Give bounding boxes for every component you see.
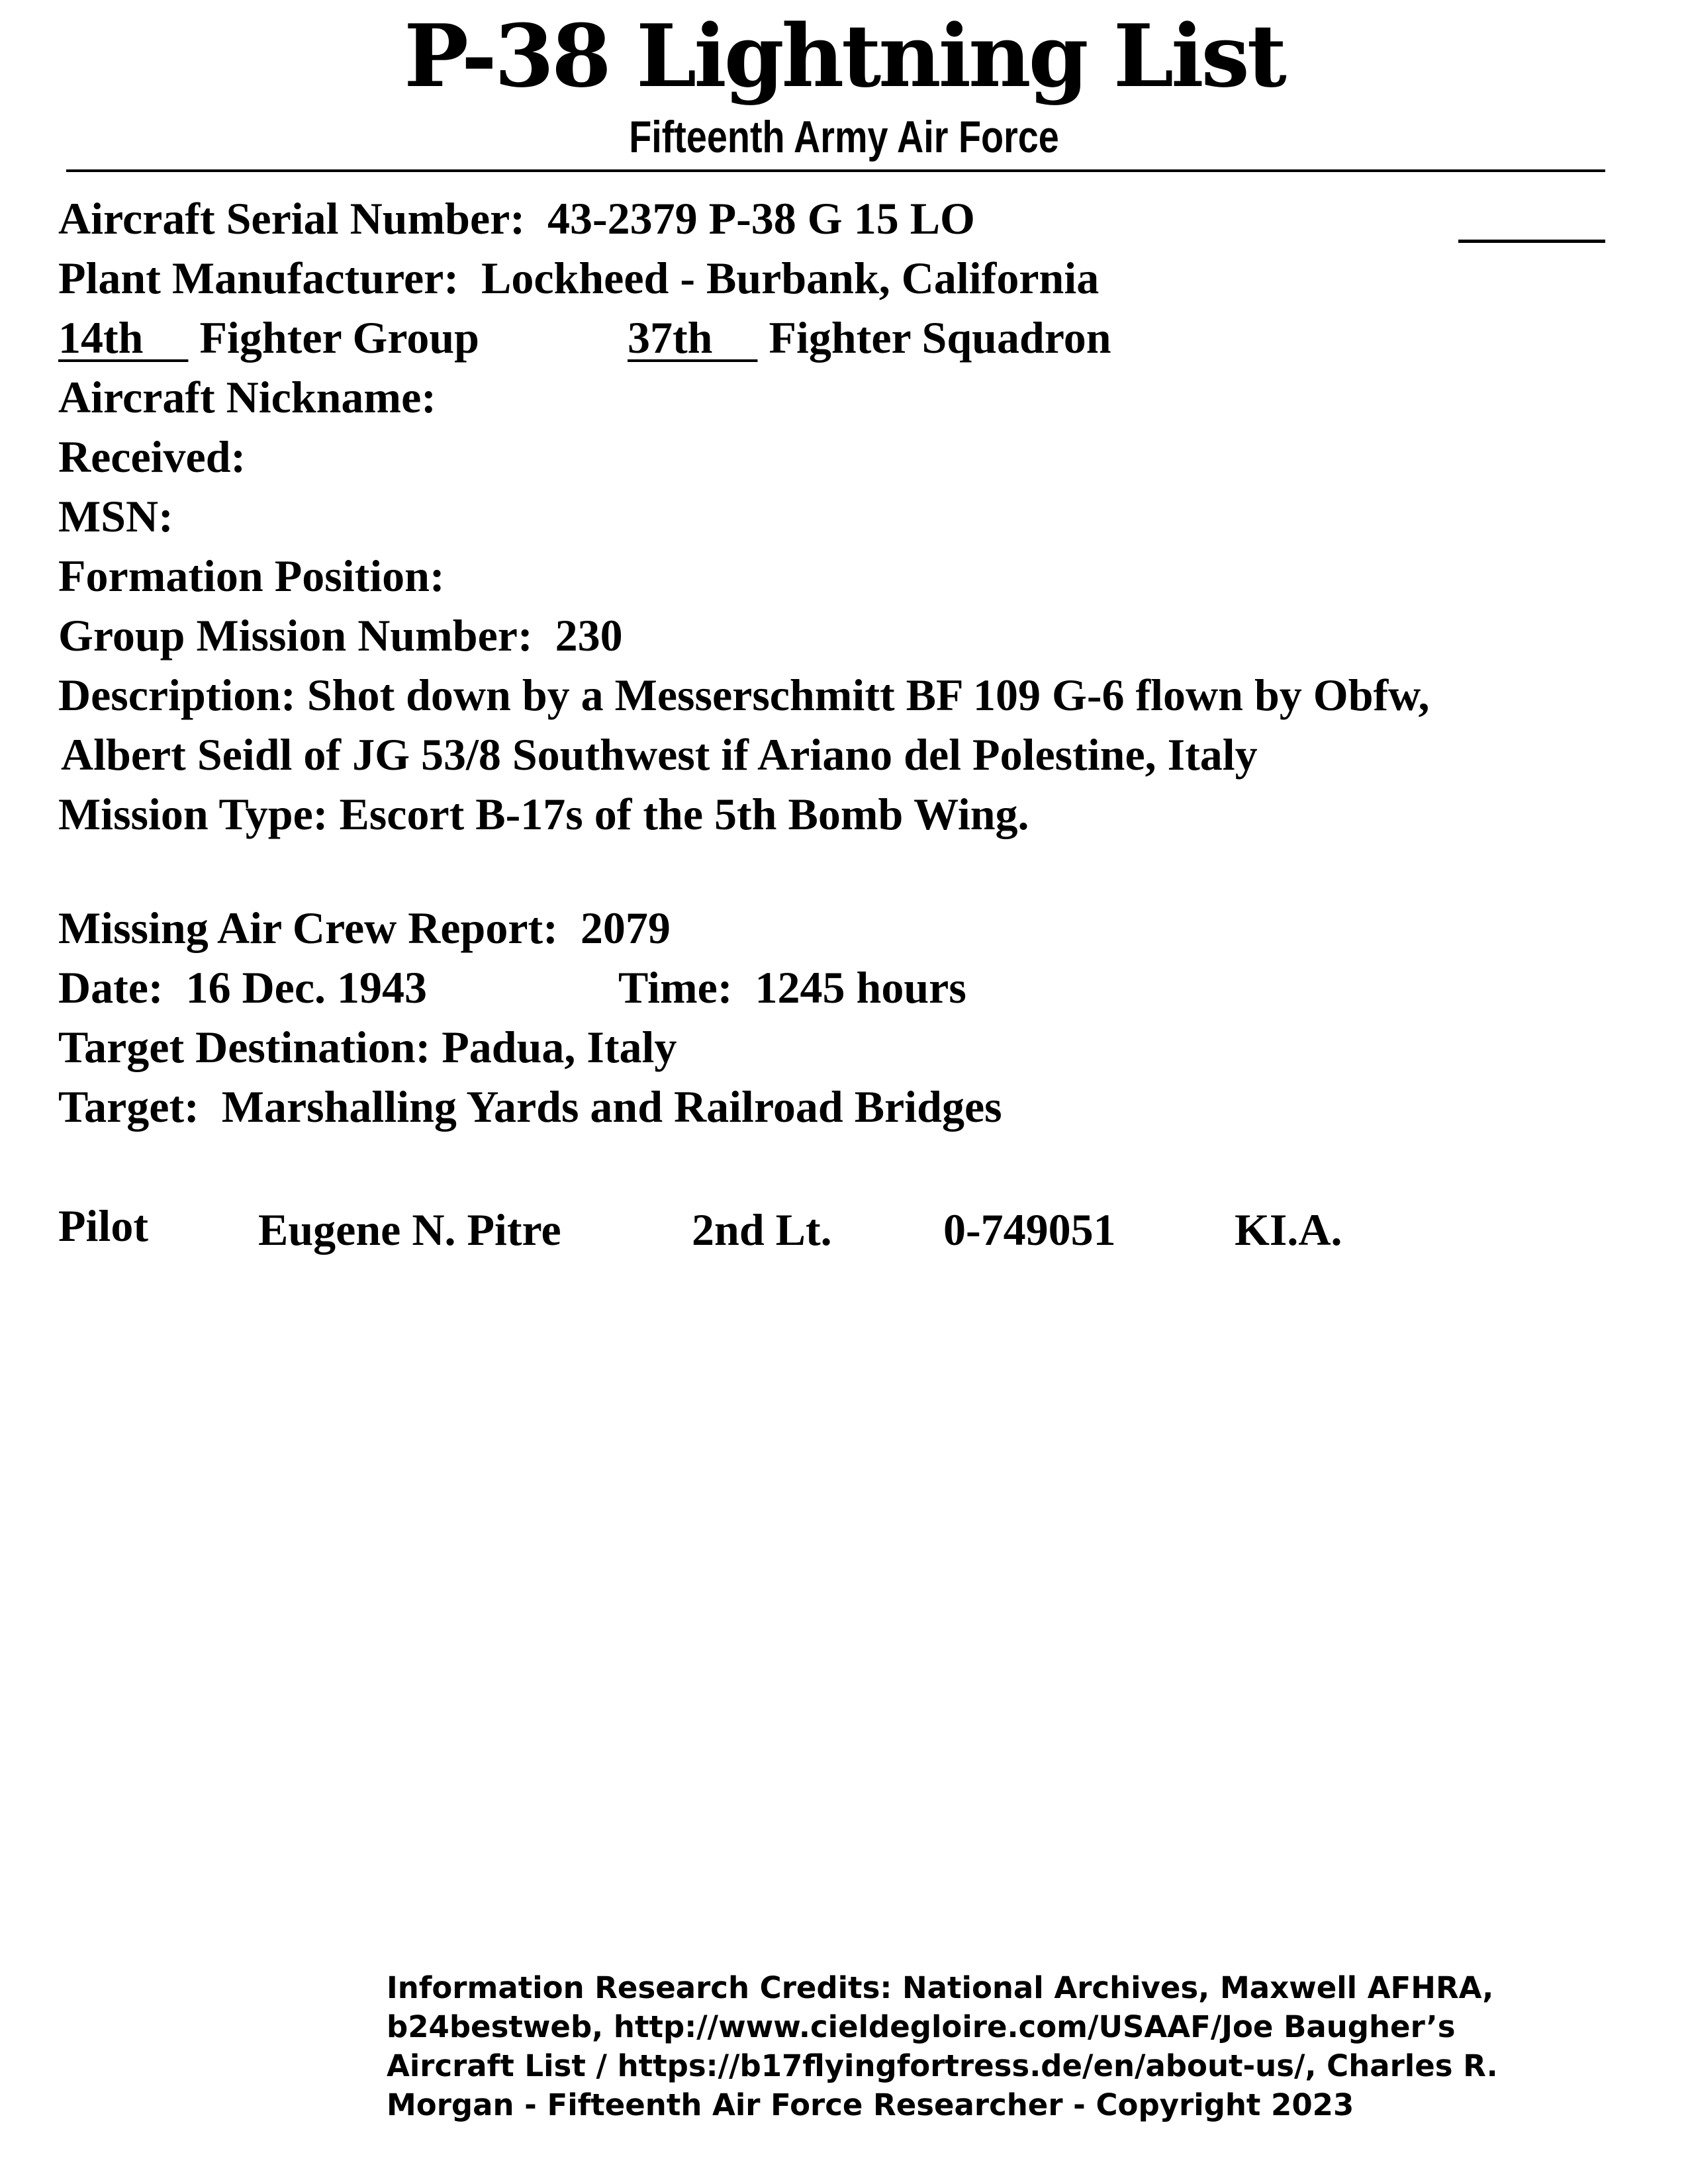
date-value: 16 Dec. 1943 — [185, 962, 428, 1013]
time-value: 1245 hours — [755, 962, 966, 1013]
serial-label: Aircraft Serial Number: — [58, 193, 525, 244]
unit-row — [58, 311, 479, 364]
squadron-value: 37th — [628, 312, 713, 363]
squadron-label: Fighter Squadron — [769, 312, 1111, 363]
page-title: P-38 Lightning List — [404, 5, 1284, 107]
date-label: Date: — [58, 962, 164, 1013]
credits-line-2: b24bestweb, http://www.cieldegloire.com/USAAF/Joe Baugher’s — [387, 2009, 1456, 2044]
macr-label: Missing Air Crew Report: — [58, 903, 558, 953]
target-value: Marshalling Yards and Railroad Bridges — [221, 1081, 1002, 1132]
credits-line-1: Information Research Credits: National Archives, Maxwell AFHRA, — [387, 1970, 1494, 2005]
squadron-field — [628, 311, 1111, 364]
mission-type-row — [58, 788, 1029, 841]
manufacturer-label: Plant Manufacturer: — [58, 253, 459, 303]
crew-name: Eugene N. Pitre — [258, 1205, 561, 1255]
formation-label: Formation Position: — [58, 551, 445, 601]
group-mission-value: 230 — [555, 610, 623, 660]
target-destination-row — [58, 1021, 677, 1073]
mission-type-label: Mission Type: — [58, 789, 328, 839]
group-mission-label: Group Mission Number: — [58, 610, 533, 660]
manufacturer-value: Lockheed - Burbank, California — [481, 253, 1100, 303]
check-blank-line — [1458, 240, 1605, 243]
header-divider — [66, 169, 1605, 172]
date-row — [58, 961, 427, 1014]
nickname-label: Aircraft Nickname: — [58, 372, 436, 422]
page-subtitle: Fifteenth Army Air Force — [629, 112, 1059, 162]
target-label: Target: — [58, 1081, 199, 1132]
description-line1: Shot down by a Messerschmitt BF 109 G-6 flown by Obfw, — [306, 670, 1430, 720]
group-value: 14th — [58, 312, 144, 363]
time-label: Time: — [618, 962, 733, 1013]
target-destination-value: Padua, Italy — [442, 1022, 677, 1072]
research-credits — [387, 1968, 1498, 2124]
target-destination-label: Target Destination: — [58, 1022, 431, 1072]
target-row — [58, 1080, 1002, 1133]
serial-value: 43-2379 P-38 G 15 LO — [547, 193, 975, 244]
crew-serial: 0-749051 — [943, 1205, 1116, 1255]
group-mission-row — [58, 609, 623, 662]
macr-row — [58, 901, 671, 954]
received-label: Received: — [58, 432, 246, 482]
serial-row — [58, 192, 975, 245]
description-line2: Albert Seidl of JG 53/8 Southwest if Ariano del Polestine, Italy — [61, 729, 1258, 780]
msn-label: MSN: — [58, 491, 173, 541]
manufacturer-row — [58, 251, 1099, 304]
credits-line-3: Aircraft List / https://b17flyingfortress.de/en/about-us/, Charles R. — [387, 2048, 1498, 2083]
macr-value: 2079 — [580, 903, 671, 953]
crew-status: KI.A. — [1235, 1205, 1342, 1255]
group-label: Fighter Group — [199, 312, 479, 363]
mission-type-value: Escort B-17s of the 5th Bomb Wing. — [339, 789, 1029, 839]
credits-line-4: Morgan - Fifteenth Air Force Researcher - Copyright 2023 — [387, 2087, 1354, 2122]
crew-role: Pilot — [58, 1201, 148, 1251]
time-field — [618, 961, 966, 1014]
description-row — [58, 668, 1430, 721]
crew-rank: 2nd Lt. — [692, 1205, 832, 1255]
description-label: Description: — [58, 670, 296, 720]
